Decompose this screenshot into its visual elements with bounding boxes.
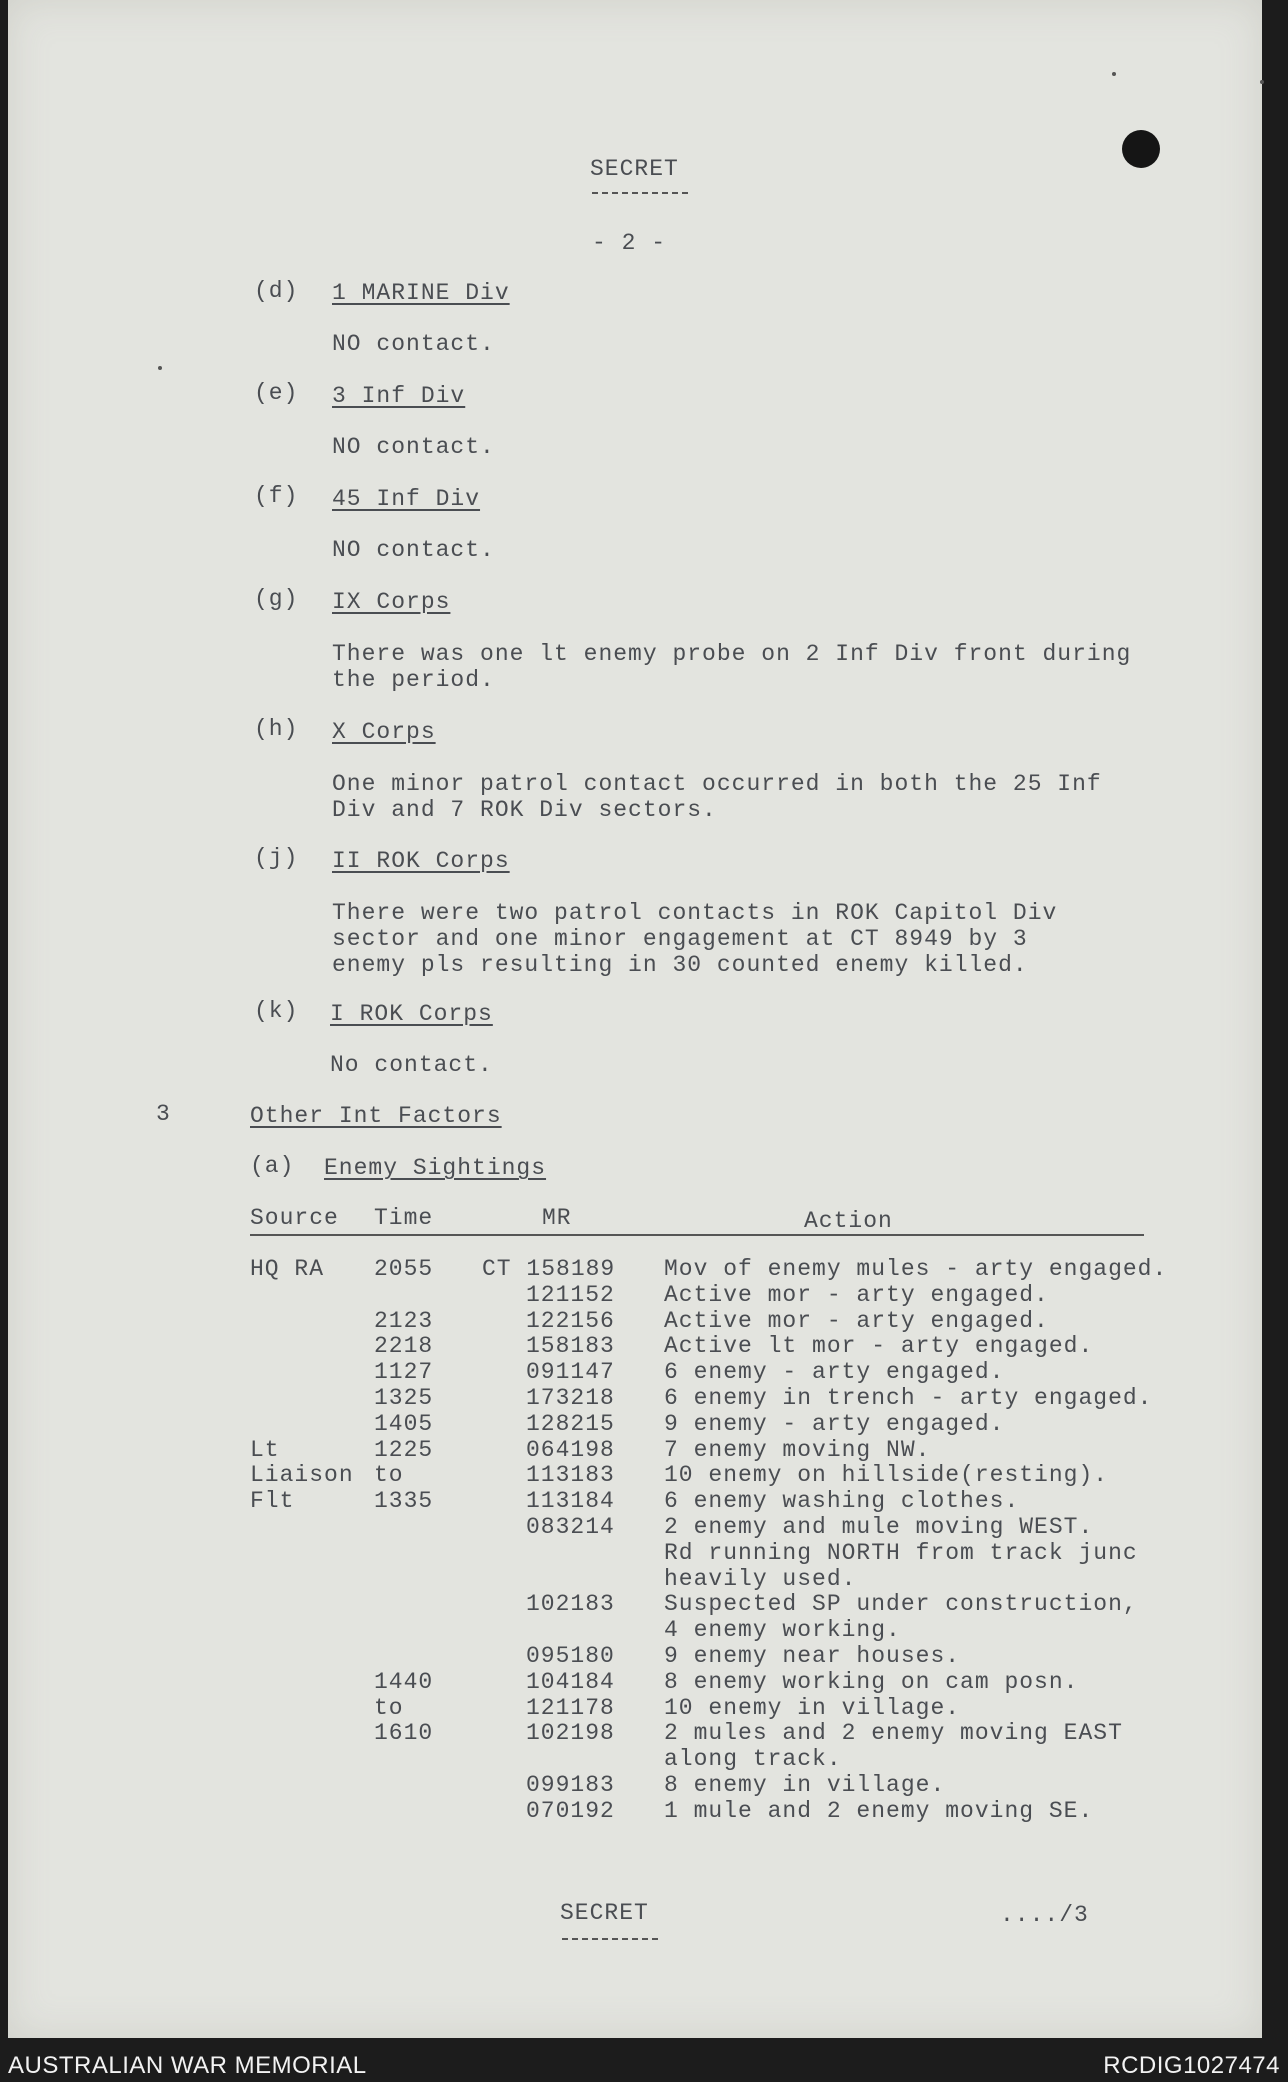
section-letter: (h) — [254, 716, 299, 742]
continuation-marker: ..../3 — [1000, 1902, 1089, 1928]
paragraph-number: 3 — [156, 1101, 171, 1127]
cell-action: 6 enemy washing clothes. — [664, 1488, 1020, 1515]
archive-reference: RCDIG1027474 — [1103, 2052, 1280, 2079]
cell-mr: 121152 — [526, 1281, 615, 1308]
cell-time: 1405 — [374, 1410, 434, 1437]
cell-time: 1325 — [374, 1385, 434, 1411]
cell-action: 6 enemy - arty engaged. — [664, 1359, 1005, 1386]
section-body-line: NO contact. — [332, 537, 495, 563]
ink-speck — [158, 366, 162, 370]
cell-source: Flt — [250, 1488, 295, 1515]
header-dash-rule — [592, 192, 688, 194]
section-heading: X Corps — [332, 719, 436, 745]
cell-time: 1440 — [374, 1668, 434, 1695]
cell-action: 8 enemy working on cam posn. — [664, 1668, 1079, 1695]
cell-action: Active mor - arty engaged. — [664, 1307, 1049, 1334]
cell-mr: 104184 — [526, 1668, 615, 1695]
cell-time: to — [374, 1462, 404, 1489]
section-heading: II ROK Corps — [332, 848, 510, 874]
cell-mr: 102198 — [526, 1720, 615, 1747]
section-letter: (d) — [254, 278, 299, 304]
cell-action: 7 enemy moving NW. — [664, 1436, 931, 1463]
cell-time: 2123 — [374, 1307, 434, 1334]
section-letter: (g) — [254, 586, 299, 612]
cell-source: HQ RA — [250, 1256, 325, 1282]
cell-action: Suspected SP under construction, — [664, 1591, 1138, 1618]
cell-source: Liaison — [250, 1462, 354, 1489]
column-header-source: Source — [250, 1205, 339, 1231]
column-header-mr: MR — [542, 1205, 572, 1231]
cell-time: 1610 — [374, 1720, 434, 1747]
section-body-line: There were two patrol contacts in ROK Capitol Div — [332, 900, 1058, 926]
cell-action: heavily used. — [664, 1565, 857, 1592]
header-underline — [250, 1234, 1144, 1236]
header-classification: SECRET — [590, 156, 679, 182]
cell-mr: 121178 — [526, 1694, 615, 1721]
cell-mr: 083214 — [526, 1514, 615, 1540]
cell-action: Active lt mor - arty engaged. — [664, 1333, 1094, 1360]
section-letter: (f) — [254, 483, 299, 509]
cell-mr: 158183 — [526, 1333, 615, 1360]
cell-mr: 128215 — [526, 1410, 615, 1437]
cell-action: 4 enemy working. — [664, 1617, 901, 1644]
section-body-line: One minor patrol contact occurred in both the 25 Inf — [332, 771, 1102, 797]
cell-time: 1335 — [374, 1488, 434, 1515]
cell-mr: CT 158189 — [482, 1256, 616, 1282]
ink-speck — [1260, 80, 1264, 84]
cell-action: Rd running NORTH from track junc — [664, 1539, 1138, 1566]
cell-action: 1 mule and 2 enemy moving SE. — [664, 1797, 1094, 1824]
cell-action: Mov of enemy mules - arty engaged. — [664, 1256, 1168, 1282]
cell-action: 2 mules and 2 enemy moving EAST — [664, 1720, 1123, 1747]
page-number: - 2 - — [592, 230, 667, 256]
punch-hole — [1122, 130, 1160, 168]
cell-mr: 113183 — [526, 1462, 615, 1489]
ink-speck — [1112, 72, 1116, 76]
section-body-line: NO contact. — [332, 434, 495, 460]
cell-action: 8 enemy in village. — [664, 1772, 946, 1798]
cell-action: 10 enemy on hillside(resting). — [664, 1462, 1109, 1489]
document-page — [8, 0, 1262, 2038]
cell-action: 9 enemy - arty engaged. — [664, 1410, 1005, 1437]
section-letter: (e) — [254, 380, 299, 406]
cell-time: 1127 — [374, 1359, 434, 1386]
section-letter: (k) — [254, 998, 299, 1024]
section-body-line: Div and 7 ROK Div sectors. — [332, 797, 717, 823]
cell-action: Active mor - arty engaged. — [664, 1281, 1049, 1308]
section-body-line: enemy pls resulting in 30 counted enemy killed. — [332, 952, 1028, 978]
section-body-line: the period. — [332, 667, 495, 693]
cell-action: 2 enemy and mule moving WEST. — [664, 1514, 1094, 1540]
cell-mr: 102183 — [526, 1591, 615, 1618]
cell-mr: 099183 — [526, 1772, 615, 1798]
section-heading: 45 Inf Div — [332, 486, 481, 512]
archive-credit: AUSTRALIAN WAR MEMORIAL — [8, 2052, 367, 2079]
cell-mr: 113184 — [526, 1488, 615, 1515]
footer-classification: SECRET — [560, 1900, 649, 1926]
cell-action: 9 enemy near houses. — [664, 1643, 961, 1669]
cell-time: 2055 — [374, 1256, 434, 1282]
cell-action: 6 enemy in trench - arty engaged. — [664, 1385, 1153, 1411]
section-letter: (j) — [254, 845, 299, 871]
section-heading: IX Corps — [332, 589, 451, 615]
section-heading: 1 MARINE Div — [332, 280, 510, 306]
cell-time: to — [374, 1694, 404, 1721]
cell-mr: 064198 — [526, 1436, 615, 1463]
cell-time: 2218 — [374, 1333, 434, 1360]
cell-mr: 122156 — [526, 1307, 615, 1334]
footer-dash-rule — [562, 1938, 658, 1940]
cell-mr: 173218 — [526, 1385, 615, 1411]
section-body-line: sector and one minor engagement at CT 8949 by 3 — [332, 926, 1028, 952]
cell-time: 1225 — [374, 1436, 434, 1463]
subsection-heading: Enemy Sightings — [324, 1155, 547, 1181]
section-heading: 3 Inf Div — [332, 383, 466, 409]
section-body-line: There was one lt enemy probe on 2 Inf Div front during — [332, 641, 1132, 667]
subsection-letter: (a) — [250, 1153, 295, 1179]
cell-mr: 091147 — [526, 1359, 615, 1386]
section-body-line: No contact. — [330, 1052, 493, 1078]
cell-mr: 070192 — [526, 1797, 615, 1824]
column-header-action: Action — [804, 1208, 893, 1234]
cell-action: along track. — [664, 1746, 842, 1773]
cell-source: Lt — [250, 1436, 280, 1463]
cell-mr: 095180 — [526, 1643, 615, 1669]
section-body-line: NO contact. — [332, 331, 495, 357]
cell-action: 10 enemy in village. — [664, 1694, 961, 1721]
paragraph-heading: Other Int Factors — [250, 1103, 502, 1129]
column-header-time: Time — [374, 1205, 434, 1231]
section-heading: I ROK Corps — [330, 1001, 493, 1027]
